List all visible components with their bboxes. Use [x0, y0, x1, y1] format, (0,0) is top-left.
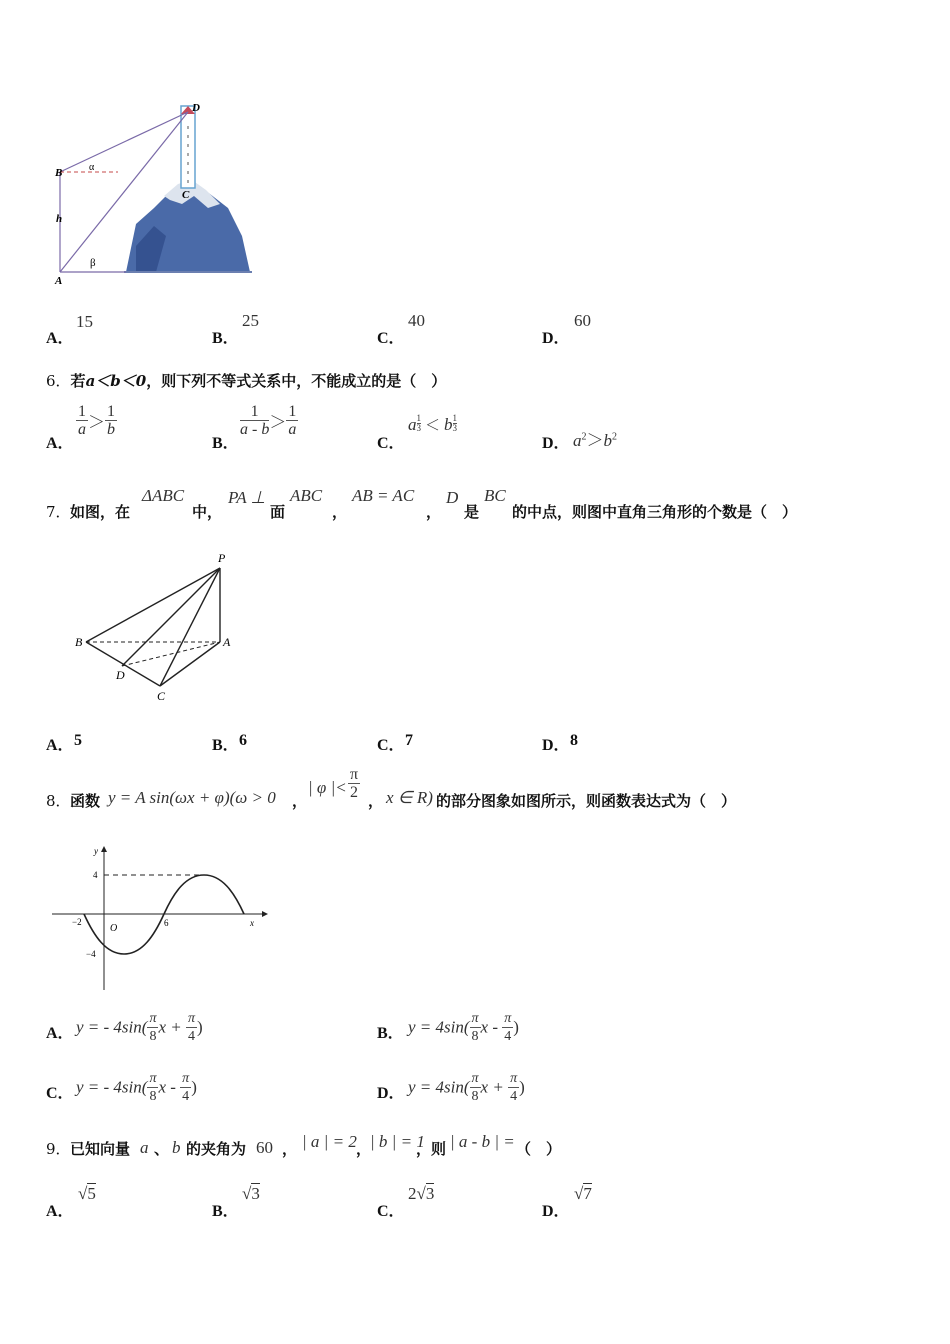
q9-option-d-value: √7 — [574, 1184, 592, 1203]
q9-option-c-value: 2√3 — [408, 1184, 435, 1203]
q9-number: 9． — [46, 1140, 71, 1158]
q9-text-7: （ ） — [516, 1140, 562, 1158]
q6c-base2: b — [444, 415, 453, 434]
q8-text-2: ， — [292, 792, 308, 810]
q7-math-4: AB = AC — [352, 486, 415, 505]
q8-option-a-expr — [76, 1010, 203, 1045]
q7-text-4: ， — [332, 503, 348, 521]
q6-suffix: ，则下列不等式关系中，不能成立的是（ ） — [146, 372, 447, 390]
q7-option-b-letter[interactable]: B． — [212, 737, 239, 754]
label-A: A — [55, 275, 63, 287]
label-C: C — [182, 189, 190, 201]
q8c-mid: x - — [158, 1077, 181, 1097]
sine-graph — [44, 840, 274, 1000]
q8d-post: ) — [519, 1077, 525, 1097]
q6c-base1: a — [408, 415, 417, 434]
q8c-d1: 8 — [149, 1089, 157, 1104]
q9-text-4: ， — [282, 1140, 298, 1158]
q8d-n2: π — [510, 1071, 518, 1086]
q5-option-c-value: 40 — [408, 311, 425, 330]
label-h: h — [56, 213, 63, 225]
q9-math-2: b — [172, 1138, 181, 1157]
q9-math-5: | b | = 1 — [370, 1132, 425, 1151]
q8a-n2: π — [187, 1011, 195, 1026]
lighthouse-mountain-figure — [44, 96, 264, 292]
q8-frac-num: π — [350, 766, 359, 783]
q8-math-2a: | φ |< — [308, 778, 347, 797]
q6d-op: ＞ — [586, 431, 604, 450]
q9a-radicand: 5 — [87, 1184, 96, 1203]
q6-option-c-letter[interactable]: C． — [377, 435, 405, 452]
q8d-d1: 8 — [471, 1089, 479, 1104]
q8-math-3: x ∈ R) — [386, 788, 433, 807]
tick-6: 6 — [164, 918, 169, 928]
q7-text-7: 的中点，则图中直角三角形的个数是（ ） — [512, 503, 798, 521]
q8-option-c-letter[interactable]: C． — [46, 1085, 74, 1102]
q8-math-2-frac — [348, 766, 360, 801]
q9-text-5: ， — [356, 1140, 372, 1158]
label-P: P — [218, 551, 226, 565]
q8-option-b-letter[interactable]: B． — [377, 1025, 404, 1042]
q7-option-a-letter[interactable]: A． — [46, 737, 74, 754]
q9-option-b-value: √3 — [242, 1184, 260, 1203]
q5-option-c-letter[interactable]: C． — [377, 330, 405, 347]
q8-math-1: y = A sin(ωx + φ)(ω > 0 — [108, 788, 276, 807]
pyramid-figure — [72, 548, 242, 708]
q7-number: 7． — [46, 503, 71, 521]
q6a-num1: 1 — [78, 403, 86, 420]
q8a-d1: 8 — [149, 1029, 157, 1044]
q9-text-2: 、 — [154, 1140, 170, 1158]
q9d-radicand: 7 — [583, 1184, 592, 1203]
label-A: A — [223, 635, 231, 649]
q6c-exp1d: 3 — [416, 423, 421, 433]
q7-text-5: ， — [426, 503, 442, 521]
q9-option-a-letter[interactable]: A． — [46, 1203, 74, 1220]
q8b-d2: 4 — [504, 1029, 512, 1044]
q6-option-a-letter[interactable]: A． — [46, 435, 74, 452]
q8-option-d-letter[interactable]: D． — [377, 1085, 405, 1102]
q6b-num2: 1 — [288, 403, 297, 420]
q6a-num2: 1 — [107, 403, 115, 420]
q7-math-3: ABC — [290, 486, 323, 505]
q7-text-6: 是 — [464, 503, 480, 521]
q5-option-b-letter[interactable]: B． — [212, 330, 239, 347]
axis-y-label: y — [94, 846, 98, 856]
q6d-base2: b — [603, 431, 612, 450]
q9-math-4: | a | = 2 — [302, 1132, 357, 1151]
q6b-den2: a — [288, 421, 297, 438]
q9c-radicand: 3 — [425, 1184, 435, 1203]
q8-stem — [46, 764, 926, 812]
q9c-coef: 2 — [408, 1184, 417, 1203]
q8a-mid: x + — [158, 1017, 186, 1037]
q7-math-5: D — [446, 488, 459, 507]
origin-label: O — [110, 923, 118, 934]
q8b-n2: π — [504, 1011, 512, 1026]
q8c-n1: π — [149, 1071, 157, 1086]
q8b-post: ) — [513, 1017, 519, 1037]
q7-option-a-value: 5 — [74, 732, 82, 749]
q8c-pre: y = - 4sin( — [76, 1077, 148, 1097]
q6a-op: ＞ — [88, 413, 105, 432]
q7-math-2: PA ⊥ — [228, 488, 266, 507]
q8b-mid: x - — [480, 1017, 503, 1037]
q5-option-a-letter[interactable]: A． — [46, 330, 74, 347]
q9-stem — [46, 1124, 926, 1164]
q8a-post: ) — [197, 1017, 203, 1037]
q5-option-a-value: 15 — [76, 312, 93, 331]
q8-number: 8． — [46, 792, 71, 810]
label-B: B — [55, 167, 63, 179]
q7-stem — [46, 486, 926, 520]
q9-option-b-letter[interactable]: B． — [212, 1203, 239, 1220]
q7-option-d-letter[interactable]: D． — [542, 737, 570, 754]
q9-math-6: | a - b | = — [450, 1132, 515, 1151]
q8-text-1: 函数 — [70, 792, 101, 810]
q6-option-d-expr — [573, 426, 617, 451]
q6b-op: ＞ — [269, 413, 287, 432]
q9-math-3: 60 — [256, 1138, 273, 1157]
q8d-d2: 4 — [510, 1089, 518, 1104]
q8b-d1: 8 — [471, 1029, 479, 1044]
q7-text-1: 如图，在 — [70, 503, 131, 521]
q8a-d2: 4 — [187, 1029, 195, 1044]
q9b-radicand: 3 — [251, 1184, 260, 1203]
q7-option-d-value: 8 — [570, 732, 578, 749]
axis-x-label: x — [250, 918, 254, 928]
q5-option-d-value: 60 — [574, 311, 591, 330]
q7-option-c-value: 7 — [405, 732, 413, 749]
label-alpha: α — [89, 162, 95, 173]
q6d-base1: a — [573, 431, 582, 450]
tick-minus2: −2 — [72, 917, 82, 927]
q8d-n1: π — [471, 1071, 479, 1086]
q8b-n1: π — [471, 1011, 479, 1026]
q6-option-b-expr — [240, 403, 298, 438]
q9-text-3: 的夹角为 — [186, 1140, 247, 1158]
q8c-n2: π — [182, 1071, 190, 1086]
q8-option-c-expr — [76, 1070, 197, 1105]
q6-prefix: 若 — [70, 372, 86, 390]
q8a-pre: y = - 4sin( — [76, 1017, 148, 1037]
q6b-num1: 1 — [240, 403, 269, 421]
q6-option-a-expr — [76, 403, 117, 438]
q8-option-a-letter[interactable]: A． — [46, 1025, 74, 1042]
q7-math-6: BC — [484, 486, 506, 505]
label-D: D — [116, 668, 125, 682]
q6-number: 6． — [46, 372, 71, 390]
q8-frac-den: 2 — [350, 784, 359, 801]
q6c-exp2d: 3 — [452, 423, 458, 433]
label-C: C — [157, 689, 166, 703]
q9-text-1: 已知向量 — [70, 1140, 131, 1158]
q6a-den1: a — [78, 421, 86, 438]
q7-text-2: 中， — [192, 503, 223, 521]
q6d-sup2: 2 — [612, 431, 617, 443]
q6d-sup1: 2 — [581, 431, 587, 443]
q6-stem — [46, 370, 446, 391]
q8-text-3: ， — [368, 792, 384, 810]
q6-condition: a＜b＜0 — [85, 372, 147, 390]
q8-option-d-expr — [408, 1070, 525, 1105]
q8-option-b-expr — [408, 1010, 519, 1045]
tick-4: 4 — [93, 870, 98, 880]
q9-math-1: a — [140, 1138, 149, 1157]
q9-option-a-value: √5 — [78, 1184, 96, 1203]
q7-math-1: ΔABC — [142, 486, 185, 505]
q6b-den1: a - b — [240, 421, 270, 438]
q5-option-d-letter[interactable]: D． — [542, 330, 570, 347]
q5-option-b-value: 25 — [242, 311, 259, 330]
q8d-mid: x + — [480, 1077, 509, 1097]
label-beta: β — [90, 257, 96, 269]
q8d-pre: y = 4sin( — [408, 1077, 470, 1097]
tick-minus4: −4 — [86, 949, 96, 959]
q9-option-c-letter[interactable]: C． — [377, 1203, 405, 1220]
q8c-d2: 4 — [182, 1089, 190, 1104]
q6c-exp1n: 1 — [416, 413, 421, 423]
q6c-op: ＜ — [425, 418, 441, 434]
q9-option-d-letter[interactable]: D． — [542, 1203, 570, 1220]
q6c-exp2n: 1 — [452, 413, 458, 423]
label-B: B — [75, 635, 83, 649]
q8c-post: ) — [191, 1077, 197, 1097]
q7-option-b-value: 6 — [239, 732, 247, 749]
q6-option-c-expr — [408, 414, 457, 435]
q6-option-d-letter[interactable]: D． — [542, 435, 570, 452]
q8a-n1: π — [149, 1011, 157, 1026]
q6-option-b-letter[interactable]: B． — [212, 435, 239, 452]
q8b-pre: y = 4sin( — [408, 1017, 470, 1037]
q8-text-4: 的部分图象如图所示，则函数表达式为（ ） — [436, 792, 737, 810]
q7-text-3: 面 — [270, 503, 286, 521]
q7-option-c-letter[interactable]: C． — [377, 737, 405, 754]
q9-text-6: ，则 — [416, 1140, 447, 1158]
label-D: D — [192, 102, 200, 114]
q6a-den2: b — [107, 421, 115, 438]
